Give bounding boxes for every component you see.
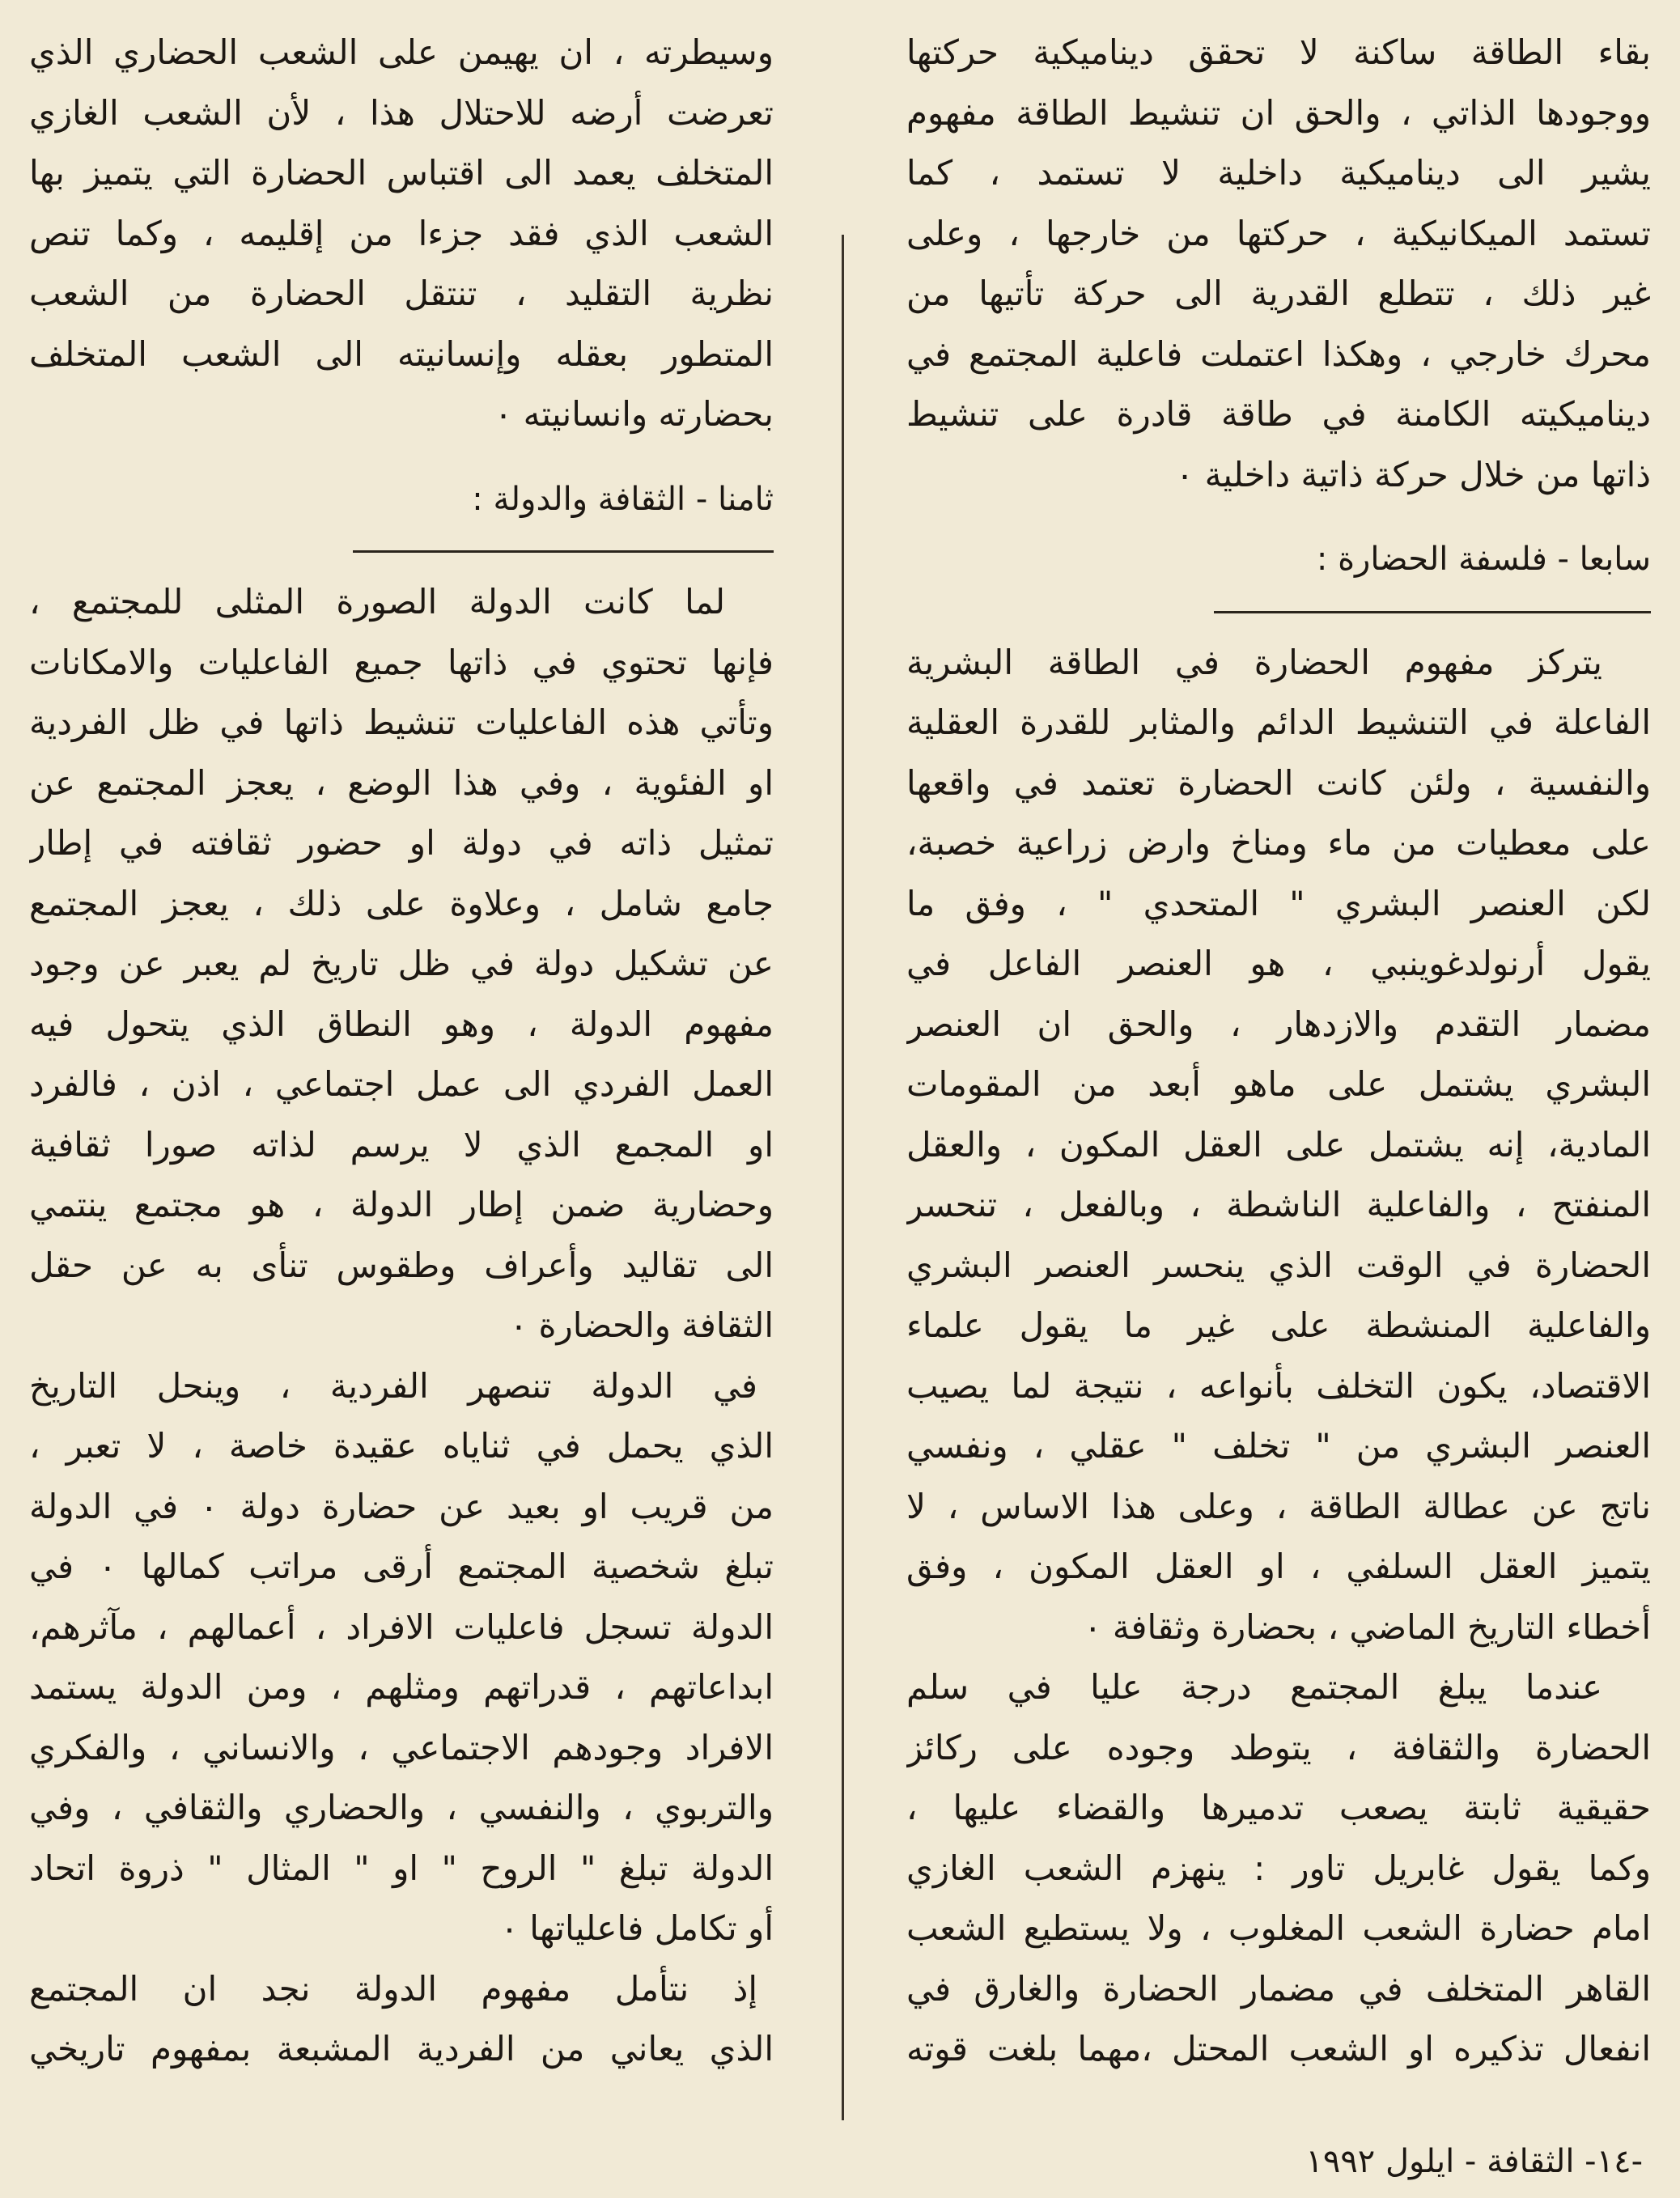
text-line: الذي يحمل في ثناياه عقيدة خاصة ، لا تعبر ،: [29, 1426, 774, 1466]
section-heading-seventh: سابعا - فلسفة الحضارة :: [1316, 541, 1651, 578]
text-line: لكن العنصر البشري " المتحدي " ، وفق ما: [906, 883, 1651, 923]
text-line: من قريب او بعيد عن حضارة دولة ٠ في الدولة: [29, 1486, 774, 1526]
heading-underline: [353, 550, 774, 553]
text-line: بقاء الطاقة ساكنة لا تحقق ديناميكية حركتها: [906, 32, 1651, 72]
text-line: على معطيات من ماء ومناخ وارض زراعية خصبة،: [906, 823, 1651, 863]
text-line: نظرية التقليد ، تنتقل الحضارة من الشعب: [29, 274, 774, 313]
right-column: [906, 23, 1651, 2080]
text-line: وحضارية ضمن إطار الدولة ، هو مجتمع ينتمي: [29, 1185, 774, 1224]
text-line: مضمار التقدم والازدهار ، والحق ان العنصر: [906, 1004, 1651, 1044]
text-line: يشير الى ديناميكية داخلية لا تستمد ، كما: [906, 153, 1651, 193]
text-line: الثقافة والحضارة ٠: [509, 1305, 774, 1345]
right-paragraph-3: [906, 1657, 1651, 2080]
text-line: بحضارته وانسانيته ٠: [494, 394, 774, 434]
text-line: الذي يعاني من الفردية المشبعة بمفهوم تاريخي: [29, 2029, 774, 2069]
text-line: تعرضت أرضه للاحتلال هذا ، لأن الشعب الغازي: [29, 92, 774, 133]
text-line: الحضارة والثقافة ، يتوطد وجوده على ركائز: [906, 1727, 1651, 1767]
text-line: جامع شامل ، وعلاوة على ذلك ، يعجز المجتمع: [29, 883, 774, 923]
text-line: غير ذلك ، تتطلع القدرية الى حركة تأتيها من: [906, 274, 1651, 313]
text-line: فإنها تحتوي في ذاتها جميع الفاعليات والامكانات: [29, 642, 774, 682]
text-line: امام حضارة الشعب المغلوب ، ولا يستطيع الشعب: [906, 1908, 1651, 1948]
text-line: وسيطرته ، ان يهيمن على الشعب الحضاري الذي: [29, 32, 774, 72]
column-divider: [842, 235, 844, 2120]
left-paragraph-3: [29, 1356, 774, 1959]
text-line: تمثيل ذاته في دولة او حضور ثقافته في إطار: [29, 823, 774, 863]
text-line: العنصر البشري من " تخلف " عقلي ، ونفسي: [906, 1426, 1651, 1466]
text-line: انفعال تذكيره او الشعب المحتل ،مهما بلغت قوته: [906, 2029, 1651, 2069]
text-line: عن تشكيل دولة في ظل تاريخ لم يعبر عن وجود: [29, 944, 774, 983]
text-line: ديناميكيته الكامنة في طاقة قادرة على تنشيط: [906, 394, 1651, 434]
text-line: المتطور بعقله وإنسانيته الى الشعب المتخلف: [29, 333, 774, 374]
text-line: او المجمع الذي لا يرسم لذاته صورا ثقافية: [29, 1124, 774, 1165]
text-line: المادية، إنه يشتمل على العقل المكون ، والعقل: [906, 1124, 1651, 1165]
left-paragraph-1: [29, 23, 774, 445]
text-line: يقول أرنولدغوينبي ، هو العنصر الفاعل في: [906, 944, 1651, 983]
text-line: يتركز مفهوم الحضارة في الطاقة البشرية: [906, 642, 1602, 682]
text-line: المنفتح ، والفاعلية الناشطة ، وبالفعل ، تنحسر: [906, 1185, 1651, 1224]
text-line: المتخلف يعمد الى اقتباس الحضارة التي يتميز بها: [29, 153, 774, 193]
text-line: ذاتها من خلال حركة ذاتية داخلية ٠: [1175, 454, 1651, 494]
right-paragraph-1: [906, 23, 1651, 505]
text-line: ناتج عن عطالة الطاقة ، وعلى هذا الاساس ، لا: [906, 1486, 1651, 1526]
text-line: عندما يبلغ المجتمع درجة عليا في سلم: [906, 1667, 1602, 1707]
text-line: حقيقية ثابتة يصعب تدميرها والقضاء عليها ،: [906, 1788, 1651, 1827]
text-line: والفاعلية المنشطة على غير ما يقول علماء: [906, 1305, 1651, 1345]
page-footer: -١٤- الثقافة - ايلول ١٩٩٢: [1305, 2143, 1643, 2180]
section-heading-eighth: ثامنا - الثقافة والدولة :: [472, 480, 774, 518]
text-line: يتميز العقل السلفي ، او العقل المكون ، وفق: [906, 1547, 1651, 1586]
text-line: ووجودها الذاتي ، والحق ان تنشيط الطاقة مفهوم: [906, 92, 1651, 133]
text-line: والنفسية ، ولئن كانت الحضارة تعتمد في واقعها: [906, 762, 1651, 803]
text-line: او الفئوية ، وفي هذا الوضع ، يعجز المجتمع عن: [29, 762, 774, 803]
text-line: ابداعاتهم ، قدراتهم ومثلهم ، ومن الدولة يستمد: [29, 1667, 774, 1707]
heading-underline: [1214, 611, 1651, 613]
text-line: والتربوي ، والنفسي ، والحضاري والثقافي ، وفي: [29, 1788, 774, 1827]
text-line: القاهر المتخلف في مضمار الحضارة والغارق في: [906, 1968, 1651, 2009]
text-line: وتأتي هذه الفاعليات تنشيط ذاتها في ظل الفردية: [29, 702, 774, 742]
text-line: أو تكامل فاعلياتها ٠: [500, 1908, 774, 1948]
text-line: الى تقاليد وأعراف وطقوس تنأى به عن حقل: [29, 1245, 774, 1285]
text-line: مفهوم الدولة ، وهو النطاق الذي يتحول فيه: [29, 1004, 774, 1044]
text-line: الاقتصاد، يكون التخلف بأنواعه ، نتيجة لما يصيب: [906, 1365, 1651, 1406]
text-line: إذ نتأمل مفهوم الدولة نجد ان المجتمع: [29, 1968, 757, 2009]
text-line: تستمد الميكانيكية ، حركتها من خارجها ، وعلى: [906, 213, 1651, 253]
text-line: الفاعلة في التنشيط الدائم والمثابر للقدرة العقلية: [906, 702, 1651, 742]
text-line: محرك خارجي ، وهكذا اعتملت فاعلية المجتمع في: [906, 333, 1651, 374]
right-paragraph-2: [906, 633, 1651, 1658]
text-line: وكما يقول غابريل تاور : ينهزم الشعب الغازي: [906, 1848, 1651, 1888]
text-line: الحضارة في الوقت الذي ينحسر العنصر البشري: [906, 1245, 1651, 1285]
text-line: لما كانت الدولة الصورة المثلى للمجتمع ،: [29, 582, 725, 622]
text-line: العمل الفردي الى عمل اجتماعي ، اذن ، فالفرد: [29, 1064, 774, 1104]
text-line: تبلغ شخصية المجتمع أرقى مراتب كمالها ٠ في: [29, 1547, 774, 1586]
text-line: أخطاء التاريخ الماضي ، بحضارة وثقافة ٠: [1083, 1606, 1651, 1647]
text-line: الدولة تسجل فاعليات الافراد ، أعمالهم ، مآثرهم،: [29, 1606, 774, 1647]
text-line: الافراد وجودهم الاجتماعي ، والانساني ، والفكري: [29, 1727, 774, 1767]
left-paragraph-2: [29, 572, 774, 1356]
text-line: في الدولة تنصهر الفردية ، وينحل التاريخ: [29, 1365, 757, 1406]
left-paragraph-4: [29, 1959, 774, 2080]
text-line: الدولة تبلغ " الروح " او " المثال " ذروة اتحاد: [29, 1848, 774, 1888]
text-line: البشري يشتمل على ماهو أبعد من المقومات: [906, 1064, 1651, 1104]
left-column: [29, 23, 774, 2080]
text-line: الشعب الذي فقد جزءا من إقليمه ، وكما تنص: [29, 213, 774, 253]
